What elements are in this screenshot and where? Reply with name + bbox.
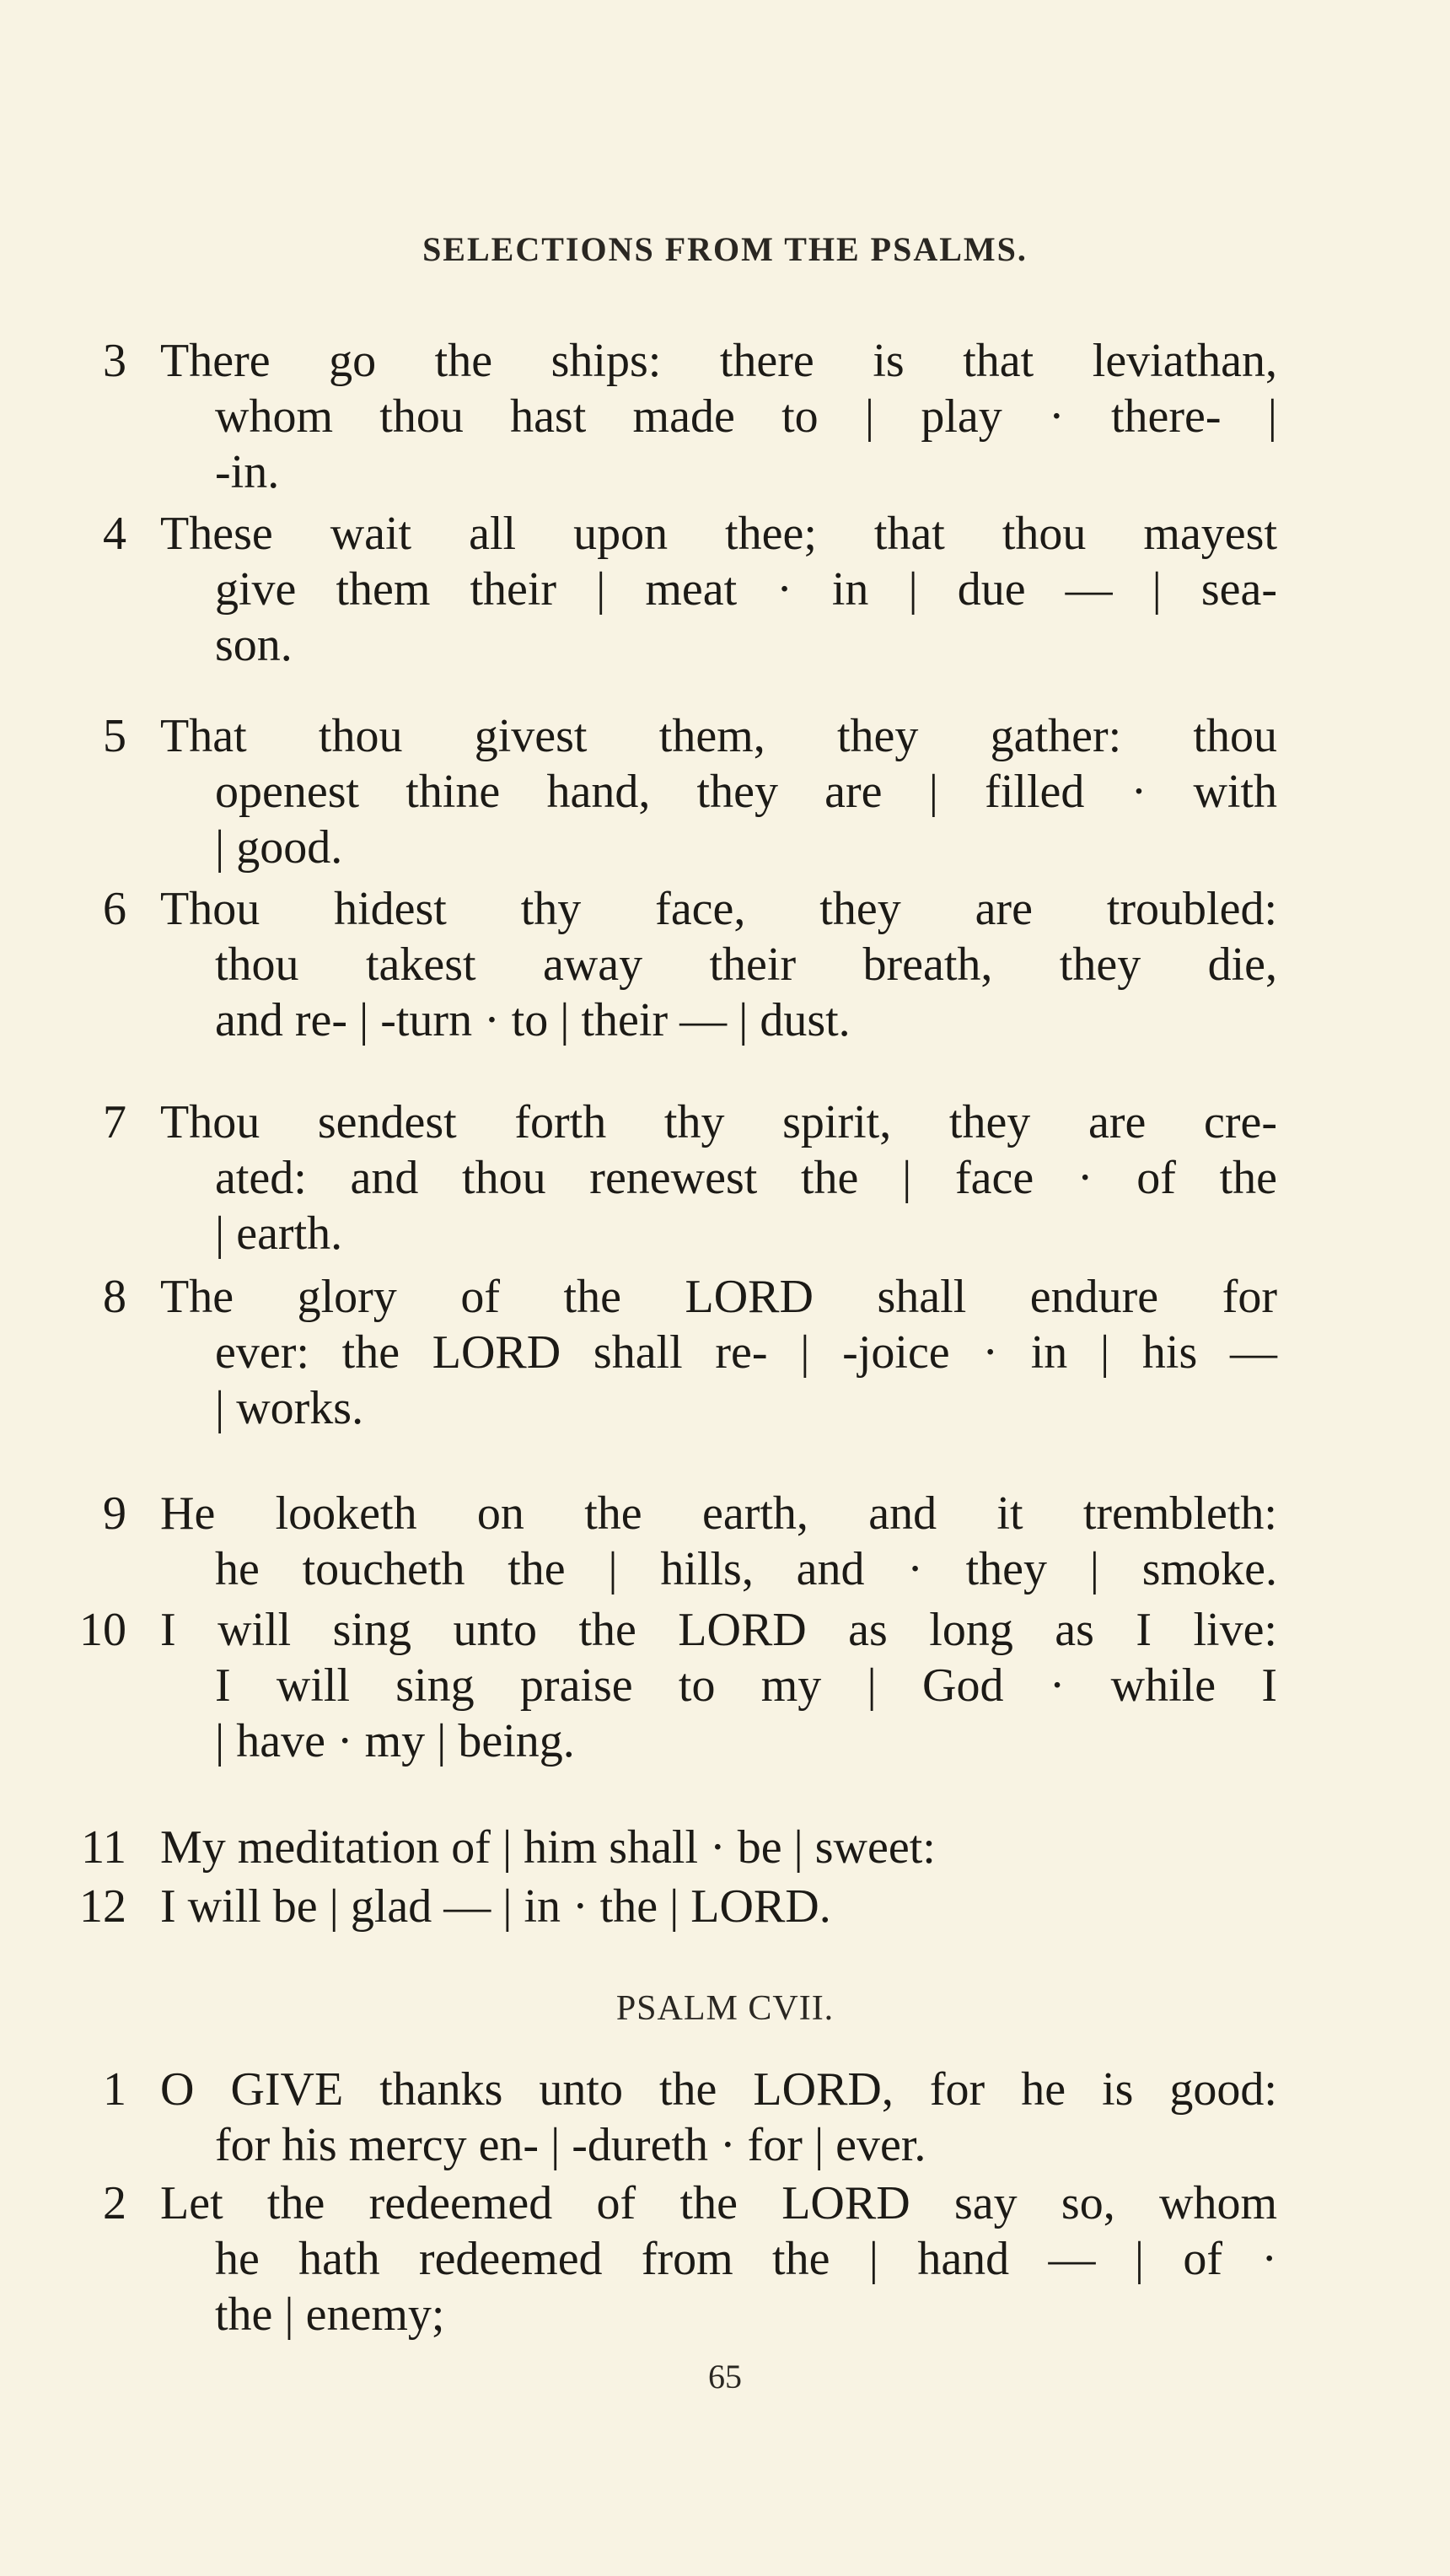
running-head: SELECTIONS FROM THE PSALMS. (422, 230, 1028, 268)
verse-line: These wait all upon thee; that thou mayest (160, 508, 1277, 560)
verse-number: 11 (81, 1821, 126, 1874)
verse-line: | have · my | being. (215, 1715, 575, 1767)
verse-number: 3 (103, 335, 126, 387)
verse-line: son. (215, 619, 293, 671)
verse-line: | earth. (215, 1207, 343, 1260)
verse-line: ever: the LORD shall re- | -joice · in | his — (215, 1326, 1277, 1379)
verse-line: Let the redeemed of the LORD say so, whom (160, 2177, 1277, 2229)
verse-line: That thou givest them, they gather: thou (160, 710, 1277, 762)
verse-line: give them their | meat · in | due — | sea- (215, 563, 1277, 616)
verse-line: | good. (215, 821, 343, 874)
verse-line: thou takest away their breath, they die, (215, 938, 1277, 991)
verse-number: 5 (103, 710, 126, 762)
verse-line: I will be | glad — | in · the | LORD. (160, 1880, 831, 1933)
verse-line: Thou sendest forth thy spirit, they are cre- (160, 1096, 1277, 1148)
verse-line: he hath redeemed from the | hand — | of · (215, 2233, 1277, 2285)
verse-line: ated: and thou renewest the | face · of the (215, 1152, 1277, 1204)
verse-number: 1 (103, 2063, 126, 2116)
verse-line: and re- | -turn · to | their — | dust. (215, 994, 851, 1046)
verse-line: My meditation of | him shall · be | sweet: (160, 1821, 936, 1874)
verse-number: 12 (79, 1880, 126, 1933)
verse-number: 7 (103, 1096, 126, 1148)
verse-number: 10 (79, 1604, 126, 1656)
verse-line: There go the ships: there is that leviathan, (160, 335, 1277, 387)
verse-line: he toucheth the | hills, and · they | smoke. (215, 1543, 1277, 1595)
verse-line: -in. (215, 446, 280, 498)
verse-line: The glory of the LORD shall endure for (160, 1271, 1277, 1323)
psalm-title: PSALM CVII. (615, 1989, 835, 2028)
verse-line: the | enemy; (215, 2288, 445, 2341)
verse-number: 4 (103, 508, 126, 560)
verse-line: openest thine hand, they are | filled · with (215, 766, 1277, 818)
verse-line: O GIVE thanks unto the LORD, for he is good: (160, 2063, 1277, 2116)
verse-number: 6 (103, 883, 126, 935)
verse-number: 2 (103, 2177, 126, 2229)
verse-line: He looketh on the earth, and it trembleth: (160, 1487, 1277, 1540)
verse-line: I will sing unto the LORD as long as I live: (160, 1604, 1277, 1656)
verse-line: I will sing praise to my | God · while I (215, 1659, 1277, 1712)
verse-line: | works. (215, 1382, 364, 1434)
verse-number: 9 (103, 1487, 126, 1540)
verse-line: for his mercy en- | -dureth · for | ever. (215, 2119, 926, 2171)
verse-line: Thou hidest thy face, they are troubled: (160, 883, 1277, 935)
verse-number: 8 (103, 1271, 126, 1323)
page-number: 65 (708, 2358, 742, 2396)
verse-line: whom thou hast made to | play · there- | (215, 390, 1277, 443)
